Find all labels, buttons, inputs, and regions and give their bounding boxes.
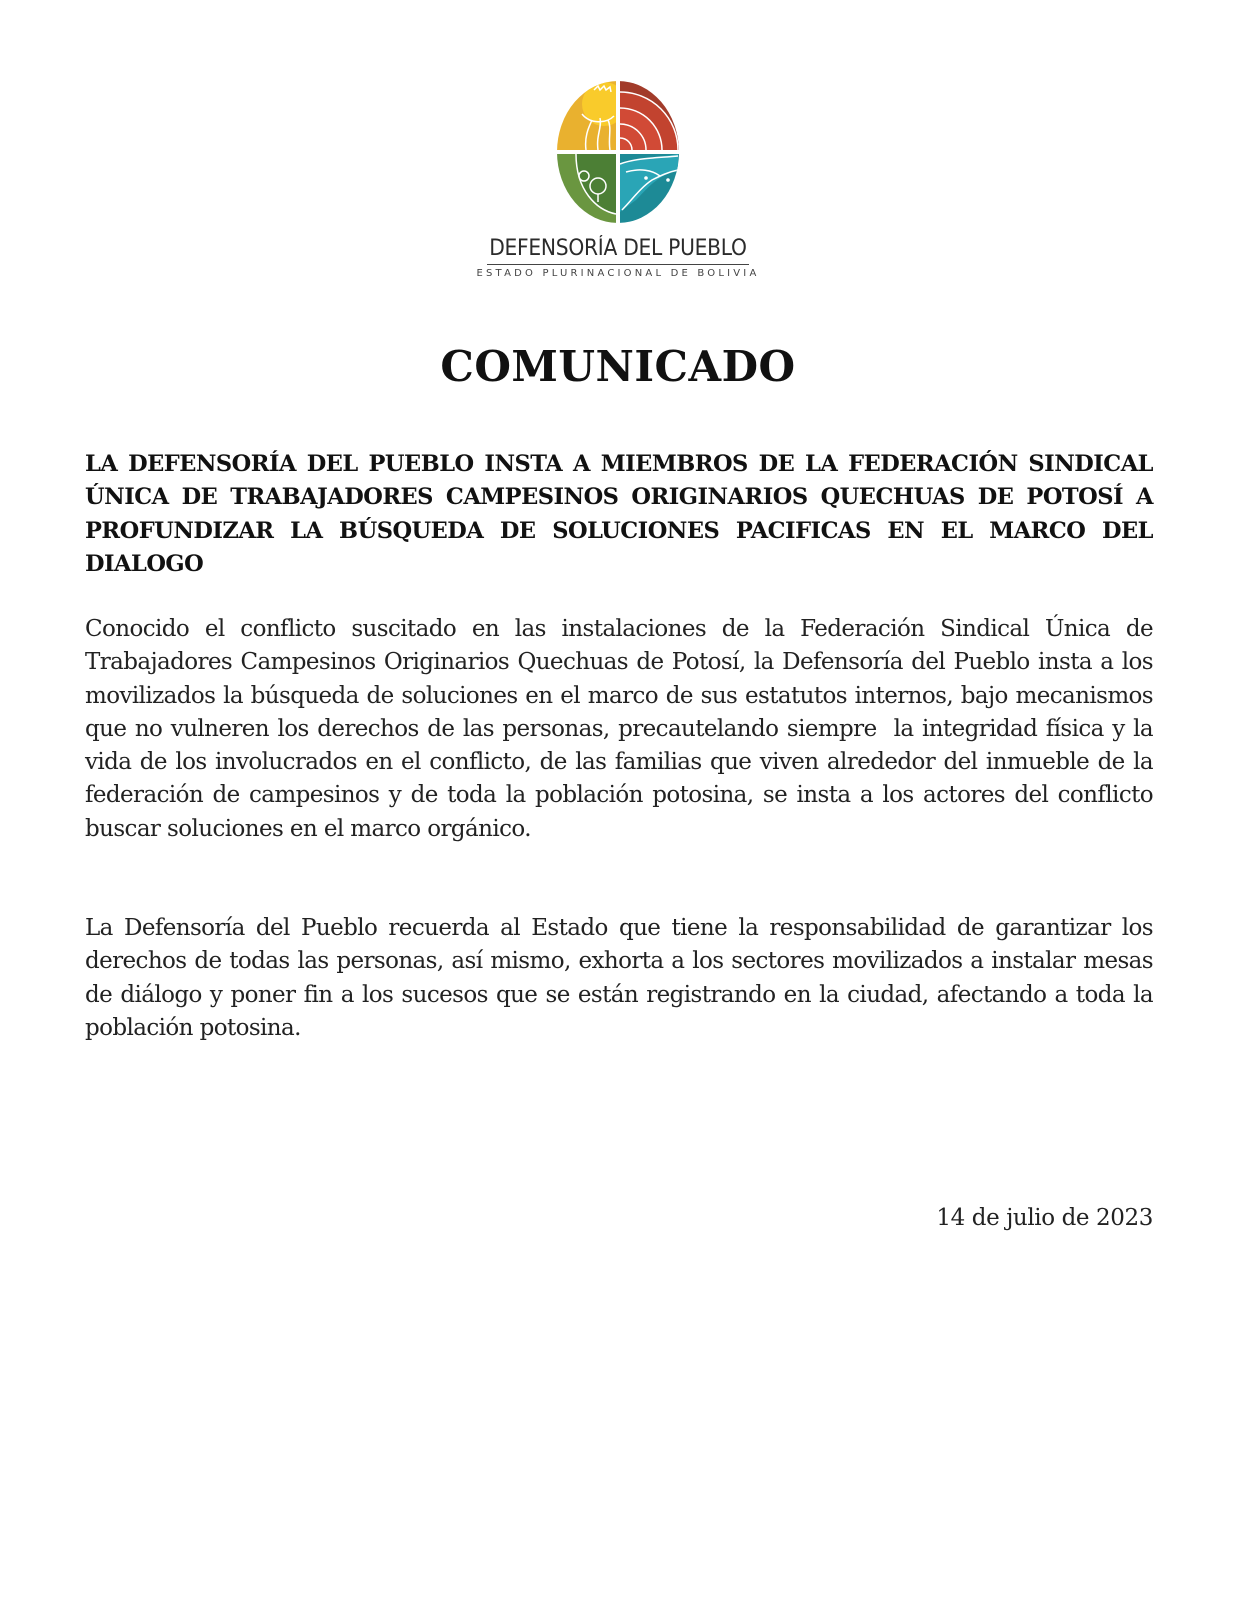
logo-divider (487, 264, 749, 265)
body-paragraph-2: La Defensoría del Pueblo recuerda al Estado que tiene la responsabilidad de garantizar los derechos de todas las personas, así mismo, exhorta a los sectores movilizados a instalar mesas de diálogo y poner fin a los sucesos que se están registrando en la ciudad, afectando a toda la población potosina. (85, 915, 1153, 1041)
defensoria-logo (0, 80, 1236, 280)
defensoria-emblem-icon (556, 80, 680, 224)
communique-headline: LA DEFENSORÍA DEL PUEBLO INSTA A MIEMBROS DE LA FEDERACIÓN SINDICAL ÚNICA DE TRABAJADORES CAMPESINOS ORIGINARIOS QUECHUAS DE POTOSÍ A PROFUNDIZAR LA BÚSQUEDA DE SOLUCIONES PACIFICAS EN EL MARCO DEL DIALOGO (85, 451, 1153, 577)
organization-subtitle: ESTADO PLURINACIONAL DE BOLIVIA (476, 268, 760, 279)
document-date: 14 de julio de 2023 (936, 1205, 1153, 1231)
page-title: COMUNICADO (440, 342, 796, 391)
body-paragraph-1: Conocido el conflicto suscitado en las instalaciones de la Federación Sindical Única de Trabajadores Campesinos Originarios Quechuas de Potosí, la Defensoría del Pueblo insta a los movilizados la búsqueda de soluciones en el marco de sus estatutos internos, bajo mecanismos que no vulneren los derechos de las personas, precautelando siempre la integridad física y la vida de los involucrados en el conflicto, de las familias que viven alrededor del inmueble de la federación de campesinos y de toda la población potosina, se insta a los actores del conflicto buscar soluciones en el marco orgánico. (85, 616, 1160, 842)
organization-name: DEFENSORÍA DEL PUEBLO (489, 236, 747, 261)
